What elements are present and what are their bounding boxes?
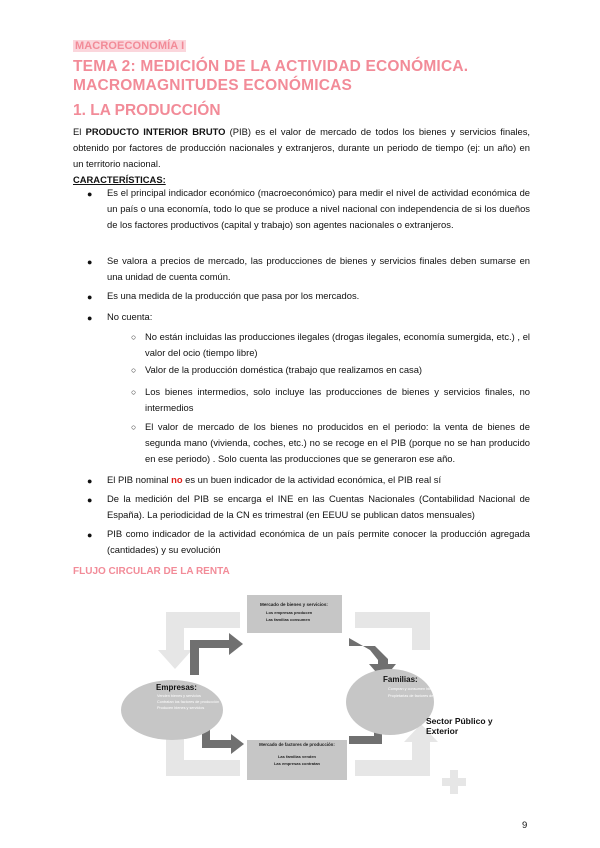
circle-bullet-icon: ○ <box>131 422 137 432</box>
goods-market-item: Las familias consumen <box>266 617 311 622</box>
firms-title: Empresas: <box>156 683 197 692</box>
bullet-icon: ● <box>87 189 93 199</box>
section-heading: 1. LA PRODUCCIÓN <box>73 102 221 119</box>
public-sector-label: Sector Público y Exterior <box>426 716 493 736</box>
households-item: Propietarias de factores de producción <box>388 694 454 698</box>
bullet-icon: ● <box>87 495 93 505</box>
factor-market-title: Mercado de factores de producción: <box>259 742 335 747</box>
bullet-icon: ● <box>87 530 93 540</box>
characteristics-heading: CARACTERÍSTICAS: <box>73 174 166 185</box>
list-item: Se valora a precios de mercado, las producciones de bienes y servicios finales deben sumarse en una unidad de cuenta común. <box>107 255 530 282</box>
intro-paragraph: El PRODUCTO INTERIOR BRUTO (PIB) es el valor de mercado de todos los bienes y servicios finales, obtenido por factores de producción nacionales y extranjeros, durante un periodo de tiempo (ej: un año) en un territorio nacional. <box>73 126 530 169</box>
page-number: 9 <box>522 820 528 831</box>
households-item: Compran y consumen bienes y servicios <box>388 687 457 691</box>
firms-item: Venden bienes y servicios <box>157 694 201 698</box>
bullet-icon: ● <box>87 313 93 323</box>
sub-list-item: Valor de la producción doméstica (trabajo que realizamos en casa) <box>145 364 423 375</box>
subject-label: MACROECONOMÍA I <box>75 40 185 52</box>
sub-list-item: No están incluidas las producciones ilegales (drogas ilegales, economía sumergida, etc.) , el valor del ocio (tiempo libre) <box>145 331 530 358</box>
circle-bullet-icon: ○ <box>131 365 137 375</box>
bullet-icon: ● <box>87 476 93 486</box>
list-item: El PIB nominal no es un buen indicador de la actividad económica, el PIB real sí <box>107 474 442 485</box>
list-item: De la medición del PIB se encarga el INE en las Cuentas Nacionales (Contabilidad Nacional de España). La periodicidad de la CN es trimestral (en EEUU se publican datos mensuales) <box>107 493 530 520</box>
list-item: Es el principal indicador económico (macroeconómico) para medir el nivel de actividad económica de un país o una economía, todo lo que se produce a nivel nacional con independencia de si los dueños de los factores productivos (capital y trabajo) son agentes nacionales o extranjeros. <box>107 187 530 230</box>
pib-term: PRODUCTO INTERIOR BRUTO <box>85 126 226 137</box>
list-item: PIB como indicador de la actividad económica de un país permite conocer la producción agregada (cantidades) y su evolución <box>107 528 530 555</box>
factor-market-item: Las familias venden <box>277 754 317 759</box>
list-item: No cuenta: <box>107 311 153 322</box>
circle-bullet-icon: ○ <box>131 387 137 397</box>
sub-list-item: El valor de mercado de los bienes no producidos en el periodo: la venta de bienes de segunda mano (vivienda, coches, etc.) no se recoge en el PIB (porque no se han producido en ese periodo) . Solo cuenta las producciones que se generaron ese año. <box>145 421 530 464</box>
sub-list-item: Los bienes intermedios, solo incluye las producciones de bienes y servicios finales, no intermedios <box>145 386 530 413</box>
circle-bullet-icon: ○ <box>131 332 137 342</box>
public-sector-label-box <box>426 716 506 746</box>
bullet-icon: ● <box>87 292 93 302</box>
goods-market-title: Mercado de bienes y servicios: <box>260 602 328 607</box>
firms-item: Producen bienes y servicios <box>157 706 205 710</box>
households-title: Familias: <box>383 675 418 684</box>
negation-highlight: no <box>171 474 183 485</box>
page-title: TEMA 2: MEDICIÓN DE LA ACTIVIDAD ECONÓMICA. MACROMAGNITUDES ECONÓMICAS <box>73 58 469 94</box>
factor-market-item: Las empresas contratan <box>273 761 321 766</box>
firms-item: Contratan los factores de producción <box>157 700 220 704</box>
bullet-icon: ● <box>87 257 93 267</box>
list-item: Es una medida de la producción que pasa por los mercados. <box>107 290 360 301</box>
flow-heading: FLUJO CIRCULAR DE LA RENTA <box>73 566 230 577</box>
goods-market-item: Los empresas producen <box>266 610 313 615</box>
